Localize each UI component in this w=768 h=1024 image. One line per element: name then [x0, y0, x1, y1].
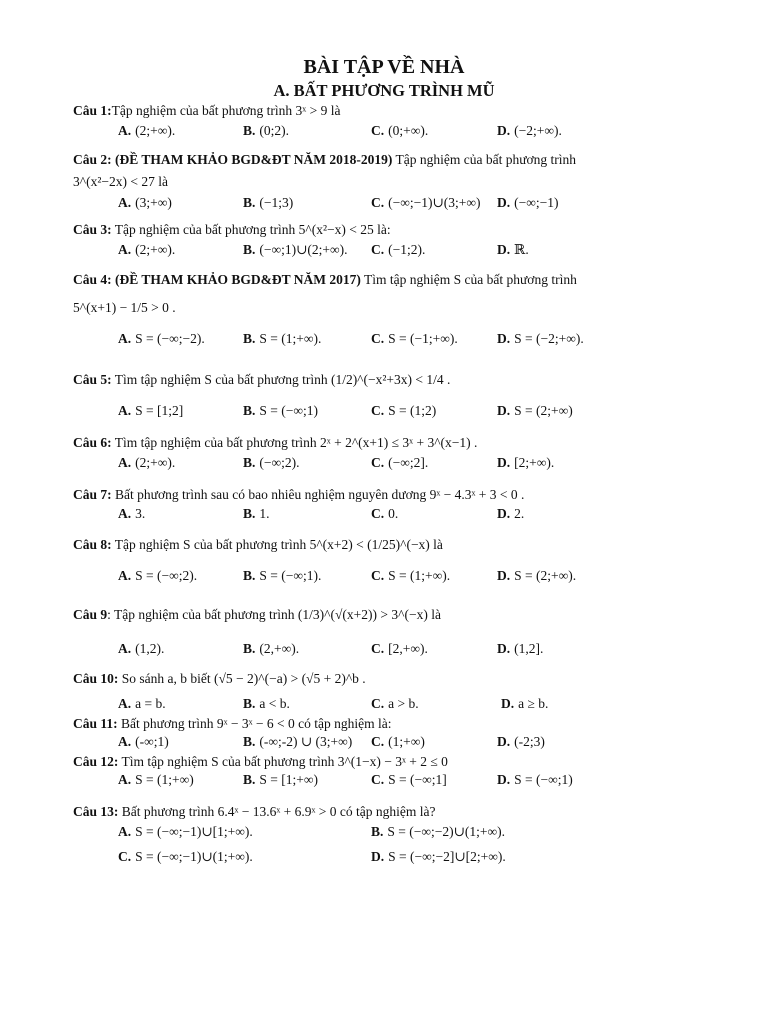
- answer-option: B. (−∞;1)∪(2;+∞).: [243, 242, 348, 257]
- option-a: A. (2;+∞).: [118, 123, 176, 138]
- answer-option: D. S = (2;+∞).: [497, 568, 577, 583]
- question-3: Câu 3: Tập nghiệm của bất phương trình 5^(x²−x) < 25 là:: [73, 222, 391, 237]
- answer-option: B. (−∞;2).: [243, 455, 300, 470]
- answer-option: B. a < b.: [243, 696, 290, 711]
- answer-option: A. a = b.: [118, 696, 166, 711]
- options-13-row2: [0, 849, 768, 865]
- answer-option: D. (-2;3): [497, 734, 545, 749]
- section-title: A. BẤT PHƯƠNG TRÌNH MŨ: [273, 81, 495, 100]
- answer-option: B. S = [1;+∞): [243, 772, 318, 787]
- options-12: [0, 772, 768, 788]
- answer-option: C. (−∞;−1)∪(3;+∞): [371, 195, 481, 210]
- answer-option: D. S = (−∞;−2]∪[2;+∞).: [371, 849, 506, 864]
- answer-option: B. S = (−∞;1).: [243, 568, 322, 583]
- page-title: BÀI TẬP VỀ NHÀ: [303, 56, 465, 78]
- options-6: [0, 455, 768, 471]
- answer-option: C. 0.: [371, 506, 399, 521]
- answer-option: D. [2;+∞).: [497, 455, 555, 470]
- answer-option: A. S = [1;2]: [118, 403, 184, 418]
- options-9: [0, 641, 768, 657]
- answer-option: D. ℝ.: [497, 242, 529, 257]
- question-4: Câu 4: (ĐỀ THAM KHẢO BGD&ĐT NĂM 2017) Tìm tập nghiệm S của bất phương trình: [73, 272, 577, 287]
- question-6: Câu 6: Tìm tập nghiệm của bất phương trình 2ˣ + 2^(x+1) ≤ 3ˣ + 3^(x−1) .: [73, 435, 478, 450]
- options-8: [0, 568, 768, 584]
- answer-option: B. (-∞;-2) ∪ (3;+∞): [243, 734, 353, 749]
- answer-option: C. S = (−∞;1]: [371, 772, 447, 787]
- answer-option: C. S = (1;+∞).: [371, 568, 451, 583]
- answer-option: C. (−∞;2].: [371, 455, 429, 470]
- answer-option: A. S = (−∞;−1)∪[1;+∞).: [118, 824, 253, 839]
- options-1: [0, 123, 768, 139]
- options-13-row1: [0, 824, 768, 840]
- answer-option: D. 2.: [497, 506, 525, 521]
- option-c: C. (0;+∞).: [371, 123, 429, 138]
- answer-option: A. (2;+∞).: [118, 455, 176, 470]
- options-10: [0, 696, 768, 712]
- question-13: Câu 13: Bất phương trình 6.4ˣ − 13.6ˣ + 6.9ˣ > 0 có tập nghiệm là?: [73, 804, 436, 819]
- answer-option: A. 3.: [118, 506, 146, 521]
- answer-option: A. S = (−∞;2).: [118, 568, 198, 583]
- question-2-cont: 3^(x²−2x) < 27 là: [73, 174, 168, 189]
- answer-option: B. S = (−∞;1): [243, 403, 318, 418]
- answer-option: D. S = (−2;+∞).: [497, 331, 584, 346]
- option-d: D. (−2;+∞).: [497, 123, 562, 138]
- answer-option: B. S = (1;+∞).: [243, 331, 322, 346]
- options-7: [0, 506, 768, 522]
- options-2: [0, 195, 768, 211]
- answer-option: A. (2;+∞).: [118, 242, 176, 257]
- answer-option: B. (2,+∞).: [243, 641, 300, 656]
- options-3: [0, 242, 768, 258]
- options-4: [0, 331, 768, 347]
- answer-option: B. 1.: [243, 506, 270, 521]
- answer-option: C. a > b.: [371, 696, 419, 711]
- options-5: [0, 403, 768, 419]
- answer-option: A. (-∞;1): [118, 734, 169, 749]
- answer-option: B. (−1;3): [243, 195, 294, 210]
- question-2: Câu 2: (ĐỀ THAM KHẢO BGD&ĐT NĂM 2018-2019) Tập nghiệm của bất phương trình: [73, 152, 577, 167]
- answer-option: C. (1;+∞): [371, 734, 425, 749]
- question-11: Câu 11: Bất phương trình 9ˣ − 3ˣ − 6 < 0 có tập nghiệm là:: [73, 716, 392, 731]
- answer-option: B. S = (−∞;−2)∪(1;+∞).: [371, 824, 506, 839]
- answer-option: D. S = (−∞;1): [497, 772, 573, 787]
- question-7: Câu 7: Bất phương trình sau có bao nhiêu nghiệm nguyên dương 9ˣ − 4.3ˣ + 3 < 0 .: [73, 487, 525, 502]
- question-5: Câu 5: Tìm tập nghiệm S của bất phương trình (1/2)^(−x²+3x) < 1/4 .: [73, 372, 451, 387]
- answer-option: D. S = (2;+∞): [497, 403, 573, 418]
- question-10: Câu 10: So sánh a, b biết (√5 − 2)^(−a) > (√5 + 2)^b .: [73, 671, 366, 686]
- question-9: Câu 9: Tập nghiệm của bất phương trình (1/3)^(√(x+2)) > 3^(−x) là: [73, 607, 441, 622]
- answer-option: C. S = (1;2): [371, 403, 437, 418]
- answer-option: C. (−1;2).: [371, 242, 426, 257]
- options-11: [0, 734, 768, 750]
- answer-option: D. (−∞;−1): [497, 195, 559, 210]
- answer-option: A. S = (1;+∞): [118, 772, 194, 787]
- question-1: Câu 1:Tập nghiệm của bất phương trình 3ˣ > 9 là: [73, 103, 341, 118]
- answer-option: D. a ≥ b.: [501, 696, 549, 711]
- answer-option: A. S = (−∞;−2).: [118, 331, 205, 346]
- answer-option: D. (1,2].: [497, 641, 544, 656]
- answer-option: A. (1,2).: [118, 641, 165, 656]
- answer-option: C. S = (−∞;−1)∪(1;+∞).: [118, 849, 253, 864]
- question-12: Câu 12: Tìm tập nghiệm S của bất phương trình 3^(1−x) − 3ˣ + 2 ≤ 0: [73, 754, 448, 769]
- answer-option: C. [2,+∞).: [371, 641, 428, 656]
- answer-option: A. (3;+∞): [118, 195, 172, 210]
- answer-option: C. S = (−1;+∞).: [371, 331, 458, 346]
- question-8: Câu 8: Tập nghiệm S của bất phương trình 5^(x+2) < (1/25)^(−x) là: [73, 537, 443, 552]
- option-b: B. (0;2).: [243, 123, 290, 138]
- question-4-cont: 5^(x+1) − 1/5 > 0 .: [73, 300, 176, 315]
